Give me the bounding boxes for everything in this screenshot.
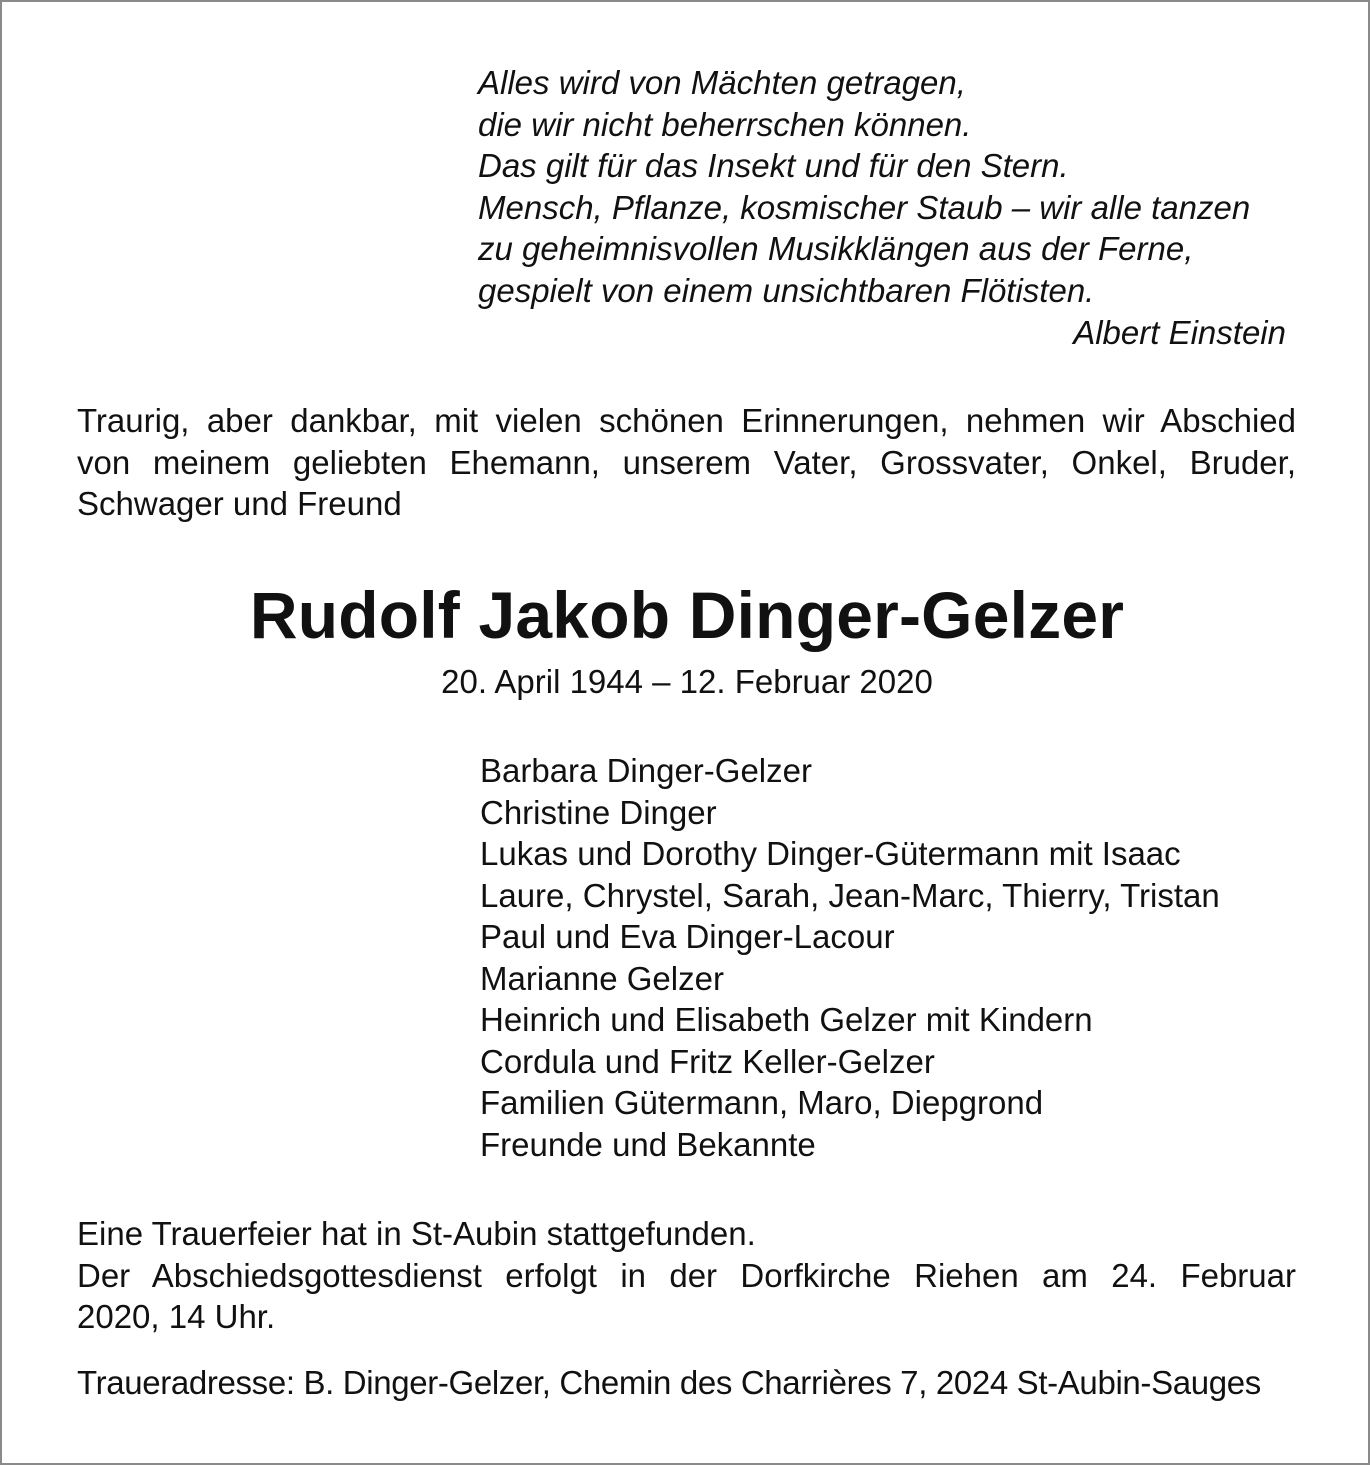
mourner-entry: Marianne Gelzer [480,959,724,997]
mourner-entry: Cordula und Fritz Keller-Gelzer [480,1042,935,1080]
mourner-entry: Lukas und Dorothy Dinger-Gütermann mit Isaac [480,835,1181,872]
einstein-quote [478,62,1298,311]
mourner-entry: Freunde und Bekannte [480,1125,816,1163]
life-dates: 20. April 1944 – 12. Februar 2020 [441,663,933,700]
mourner-entry: Barbara Dinger-Gelzer [480,752,812,789]
quote-author: Albert Einstein [1073,314,1286,351]
mourning-address: Traueradresse: B. Dinger-Gelzer, Chemin des Charrières 7, 2024 St-Aubin-Sauges [77,1364,1261,1401]
intro-paragraph [77,400,1296,525]
intro-line: Traurig, aber dankbar, mit vielen schönen Erinnerungen, nehmen wir Abschied [77,402,1296,439]
service-line: Eine Trauerfeier hat in St-Aubin stattgefunden. [77,1215,756,1252]
quote-line: Mensch, Pflanze, kosmischer Staub – wir alle tanzen [478,188,1251,226]
intro-line: Schwager und Freund [77,485,402,522]
mourner-entry: Christine Dinger [480,793,717,831]
quote-line: Alles wird von Mächten getragen, [478,64,966,101]
mourner-entry: Familien Gütermann, Maro, Diepgrond [480,1084,1044,1121]
quote-line: gespielt von einem unsichtbaren Flötisten. [478,271,1095,309]
quote-line: zu geheimnisvollen Musikklängen aus der Ferne, [478,230,1194,267]
deceased-name: Rudolf Jakob Dinger-Gelzer [249,578,1125,652]
mourner-entry: Laure, Chrystel, Sarah, Jean-Marc, Thierry, Tristan [480,876,1220,914]
mourner-entry: Heinrich und Elisabeth Gelzer mit Kindern [480,1001,1093,1038]
service-info [77,1213,1296,1338]
service-line: Der Abschiedsgottesdienst erfolgt in der Dorfkirche Riehen am 24. Februar [77,1256,1296,1294]
intro-line: von meinem geliebten Ehemann, unserem Vater, Grossvater, Onkel, Bruder, [77,443,1296,481]
service-line: 2020, 14 Uhr. [77,1298,276,1335]
mourner-entry: Paul und Eva Dinger-Lacour [480,918,895,955]
quote-line: die wir nicht beherrschen können. [478,105,972,143]
mourners-list [480,750,1310,1165]
quote-line: Das gilt für das Insekt und für den Stern. [478,147,1069,184]
